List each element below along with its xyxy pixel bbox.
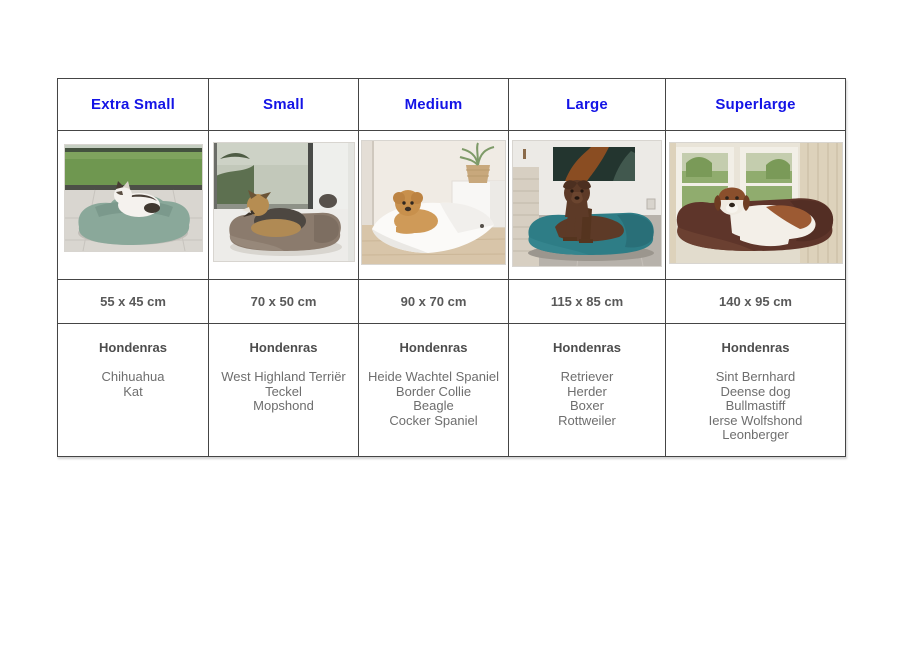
header-row — [58, 79, 846, 131]
size-value: 90 x 70 cm — [359, 280, 509, 324]
breed-item: Deense dog — [720, 383, 791, 399]
breeds-cell — [58, 324, 209, 457]
breeds-row — [58, 324, 846, 457]
dog-bed-size-table — [57, 78, 846, 457]
breeds-cell — [509, 324, 666, 457]
breed-item: West Highland Terriër — [221, 369, 346, 384]
size-value: 70 x 50 cm — [209, 280, 359, 324]
breed-item: Boxer — [570, 398, 604, 414]
photo-superlarge — [669, 142, 843, 264]
column-header-small: Small — [209, 79, 359, 131]
breed-item: Bullmastiff — [725, 398, 786, 414]
breed-item: Mopshond — [253, 398, 314, 414]
photo-medium — [361, 140, 506, 265]
photo-cell — [209, 131, 359, 280]
breed-item: Leonberger — [722, 427, 789, 443]
breed-item: Chihuahua — [101, 369, 165, 384]
breeds-heading: Hondenras — [249, 340, 318, 355]
breed-item: Beagle — [413, 398, 454, 414]
photo-cell — [359, 131, 509, 280]
column-header-large: Large — [509, 79, 666, 131]
size-row — [58, 280, 846, 324]
breeds-cell — [359, 324, 509, 457]
breeds-heading: Hondenras — [721, 340, 790, 355]
column-header-medium: Medium — [359, 79, 509, 131]
photo-large — [512, 140, 662, 267]
breed-item: Teckel — [265, 383, 302, 399]
breed-item: Rottweiler — [558, 412, 616, 428]
breeds-heading: Hondenras — [399, 340, 468, 355]
photo-small — [213, 142, 355, 262]
breed-item: Sint Bernhard — [715, 369, 796, 384]
photo-cell — [509, 131, 666, 280]
size-value: 115 x 85 cm — [509, 280, 666, 324]
size-value: 140 x 95 cm — [666, 280, 846, 324]
breeds-cell — [666, 324, 846, 457]
photo-row — [58, 131, 846, 280]
breeds-heading: Hondenras — [553, 340, 621, 355]
column-header-superlarge: Superlarge — [666, 79, 846, 131]
breed-item: Kat — [123, 383, 143, 399]
breed-item: Border Collie — [395, 383, 472, 399]
column-header-extra-small: Extra Small — [58, 79, 209, 131]
photo-extra-small — [64, 144, 203, 252]
breed-item: Cocker Spaniel — [389, 412, 478, 428]
breed-item: Ierse Wolfshond — [708, 412, 803, 428]
breeds-cell — [209, 324, 359, 457]
breeds-heading: Hondenras — [99, 340, 167, 355]
breed-item: Heide Wachtel Spaniel — [367, 369, 500, 384]
breed-item: Herder — [567, 383, 607, 399]
photo-cell — [666, 131, 846, 280]
size-value: 55 x 45 cm — [58, 280, 209, 324]
photo-cell — [58, 131, 209, 280]
breed-item: Retriever — [560, 369, 614, 384]
